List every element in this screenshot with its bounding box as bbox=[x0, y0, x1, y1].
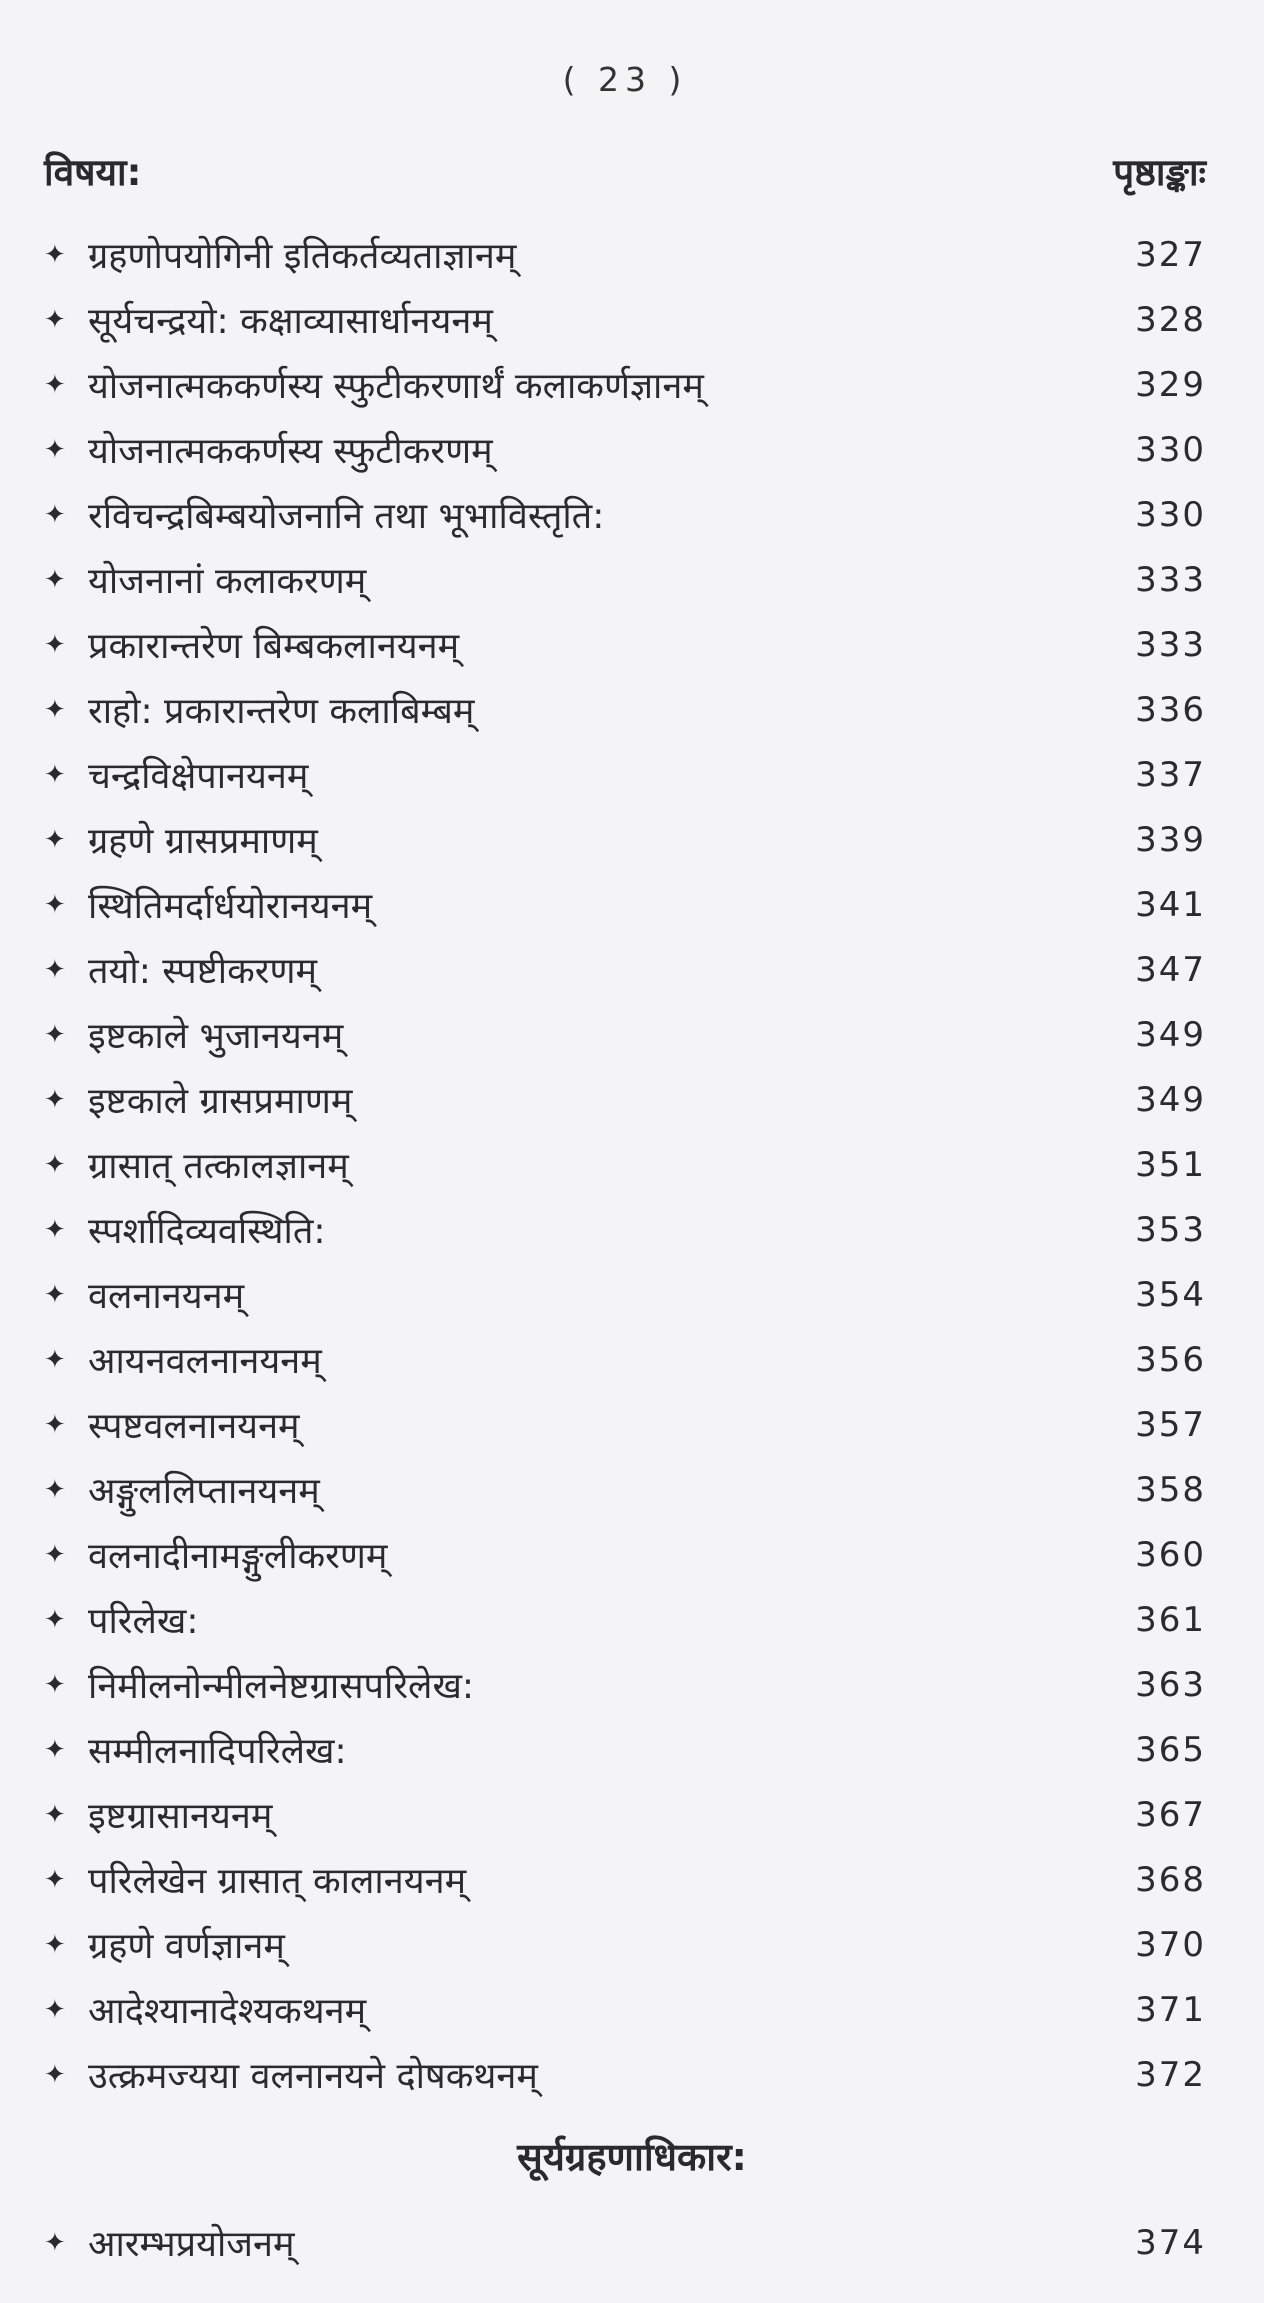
toc-entry-title: वलनादीनामङ्गुलीकरणम् bbox=[88, 1536, 388, 1577]
toc-entry bbox=[44, 1197, 1206, 1262]
toc-entry bbox=[44, 287, 1206, 352]
section-contents-list bbox=[44, 2210, 1206, 2275]
toc-entry bbox=[44, 1457, 1206, 1522]
four-pointed-star-icon: ✦ bbox=[44, 2227, 66, 2258]
toc-entry bbox=[44, 547, 1206, 612]
toc-entry-title: चन्द्रविक्षेपानयनम् bbox=[88, 756, 309, 797]
toc-entry-page: 349 bbox=[1135, 1079, 1206, 1120]
toc-entry bbox=[44, 742, 1206, 807]
toc-entry-title: वलनानयनम् bbox=[88, 1276, 245, 1317]
four-pointed-star-icon: ✦ bbox=[44, 1214, 66, 1245]
toc-entry-page: 353 bbox=[1135, 1209, 1206, 1250]
toc-entry-page: 363 bbox=[1135, 1664, 1206, 1705]
toc-entry-title: उत्क्रमज्यया वलनानयने दोषकथनम् bbox=[88, 2056, 538, 2097]
four-pointed-star-icon: ✦ bbox=[44, 629, 66, 660]
toc-entry bbox=[44, 807, 1206, 872]
four-pointed-star-icon: ✦ bbox=[44, 1799, 66, 1830]
page-numbers-column-heading: पृष्ठाङ्काः bbox=[1113, 151, 1206, 194]
toc-entry-title: आदेश्यानादेश्यकथनम् bbox=[88, 1991, 367, 2032]
toc-entry bbox=[44, 352, 1206, 417]
toc-entry-title: स्थितिमर्दार्धयोरानयनम् bbox=[88, 886, 373, 927]
toc-entry-title: योजनात्मककर्णस्य स्फुटीकरणार्थं कलाकर्णज्ञानम् bbox=[88, 366, 704, 407]
toc-entry-page: 329 bbox=[1135, 364, 1206, 405]
toc-entry-title: इष्टकाले भुजानयनम् bbox=[88, 1016, 344, 1057]
toc-entry-title: ग्रहणे ग्रासप्रमाणम् bbox=[88, 821, 318, 862]
four-pointed-star-icon: ✦ bbox=[44, 759, 66, 790]
toc-entry bbox=[44, 1977, 1206, 2042]
toc-entry bbox=[44, 1392, 1206, 1457]
toc-entry-page: 357 bbox=[1135, 1404, 1206, 1445]
four-pointed-star-icon: ✦ bbox=[44, 2059, 66, 2090]
four-pointed-star-icon: ✦ bbox=[44, 824, 66, 855]
toc-entry bbox=[44, 1067, 1206, 1132]
toc-entry-page: 354 bbox=[1135, 1274, 1206, 1315]
toc-entry bbox=[44, 2042, 1206, 2107]
four-pointed-star-icon: ✦ bbox=[44, 1019, 66, 1050]
toc-entry bbox=[44, 1652, 1206, 1717]
toc-entry-title: परिलेख: bbox=[88, 1601, 199, 1642]
four-pointed-star-icon: ✦ bbox=[44, 1084, 66, 1115]
toc-entry-page: 336 bbox=[1135, 689, 1206, 730]
four-pointed-star-icon: ✦ bbox=[44, 1539, 66, 1570]
toc-entry-title: परिलेखेन ग्रासात् कालानयनम् bbox=[88, 1861, 467, 1902]
toc-entry-title: निमीलनोन्मीलनेष्टग्रासपरिलेख: bbox=[88, 1666, 475, 1707]
toc-entry-page: 368 bbox=[1135, 1859, 1206, 1900]
toc-entry-title: आयनवलनानयनम् bbox=[88, 1341, 322, 1382]
toc-entry-page: 361 bbox=[1135, 1599, 1206, 1640]
toc-entry-page: 347 bbox=[1135, 949, 1206, 990]
toc-entry bbox=[44, 1522, 1206, 1587]
toc-entry bbox=[44, 1327, 1206, 1392]
toc-entry bbox=[44, 482, 1206, 547]
toc-entry-page: 356 bbox=[1135, 1339, 1206, 1380]
toc-entry-title: सम्मीलनादिपरिलेख: bbox=[88, 1731, 347, 1772]
four-pointed-star-icon: ✦ bbox=[44, 1864, 66, 1895]
toc-entry bbox=[44, 2210, 1206, 2275]
toc-entry bbox=[44, 1132, 1206, 1197]
toc-entry bbox=[44, 937, 1206, 1002]
toc-entry-title: ग्रहणोपयोगिनी इतिकर्तव्यताज्ञानम् bbox=[88, 236, 517, 277]
toc-entry-title: रविचन्द्रबिम्बयोजनानि तथा भूभाविस्तृति: bbox=[88, 496, 605, 537]
table-of-contents-list bbox=[44, 222, 1206, 2107]
toc-entry bbox=[44, 872, 1206, 937]
toc-entry-page: 349 bbox=[1135, 1014, 1206, 1055]
toc-entry-page: 358 bbox=[1135, 1469, 1206, 1510]
toc-entry bbox=[44, 222, 1206, 287]
toc-entry-title: स्पष्टवलनानयनम् bbox=[88, 1406, 300, 1447]
four-pointed-star-icon: ✦ bbox=[44, 1344, 66, 1375]
toc-entry-title: इष्टग्रासानयनम् bbox=[88, 1796, 273, 1837]
four-pointed-star-icon: ✦ bbox=[44, 1604, 66, 1635]
toc-entry-page: 360 bbox=[1135, 1534, 1206, 1575]
toc-entry bbox=[44, 417, 1206, 482]
toc-entry-title: प्रकारान्तरेण बिम्बकलानयनम् bbox=[88, 626, 460, 667]
toc-entry-page: 370 bbox=[1135, 1924, 1206, 1965]
four-pointed-star-icon: ✦ bbox=[44, 1669, 66, 1700]
toc-entry-title: योजनानां कलाकरणम् bbox=[88, 561, 367, 602]
toc-entry-title: अङ्गुललिप्तानयनम् bbox=[88, 1471, 320, 1512]
toc-entry-page: 367 bbox=[1135, 1794, 1206, 1835]
four-pointed-star-icon: ✦ bbox=[44, 304, 66, 335]
four-pointed-star-icon: ✦ bbox=[44, 369, 66, 400]
toc-entry-title: ग्रासात् तत्कालज्ञानम् bbox=[88, 1146, 349, 1187]
four-pointed-star-icon: ✦ bbox=[44, 694, 66, 725]
toc-entry bbox=[44, 1847, 1206, 1912]
toc-entry bbox=[44, 677, 1206, 742]
toc-entry-page: 333 bbox=[1135, 624, 1206, 665]
subjects-column-heading: विषया: bbox=[44, 151, 142, 194]
four-pointed-star-icon: ✦ bbox=[44, 1474, 66, 1505]
toc-entry-title: तयो: स्पष्टीकरणम् bbox=[88, 951, 318, 992]
toc-entry bbox=[44, 1912, 1206, 1977]
four-pointed-star-icon: ✦ bbox=[44, 499, 66, 530]
four-pointed-star-icon: ✦ bbox=[44, 1929, 66, 1960]
toc-entry-page: 327 bbox=[1135, 234, 1206, 275]
toc-entry-title: आरम्भप्रयोजनम् bbox=[88, 2224, 295, 2265]
toc-entry-page: 372 bbox=[1135, 2054, 1206, 2095]
toc-entry-page: 339 bbox=[1135, 819, 1206, 860]
toc-entry-title: सूर्यचन्द्रयो: कक्षाव्यासार्धानयनम् bbox=[88, 301, 493, 342]
toc-entry bbox=[44, 1587, 1206, 1652]
four-pointed-star-icon: ✦ bbox=[44, 564, 66, 595]
toc-entry-page: 328 bbox=[1135, 299, 1206, 340]
four-pointed-star-icon: ✦ bbox=[44, 239, 66, 270]
toc-entry bbox=[44, 1782, 1206, 1847]
four-pointed-star-icon: ✦ bbox=[44, 954, 66, 985]
toc-entry bbox=[44, 1717, 1206, 1782]
toc-entry-title: इष्टकाले ग्रासप्रमाणम् bbox=[88, 1081, 353, 1122]
four-pointed-star-icon: ✦ bbox=[44, 1409, 66, 1440]
toc-entry bbox=[44, 1262, 1206, 1327]
toc-entry-title: योजनात्मककर्णस्य स्फुटीकरणम् bbox=[88, 431, 493, 472]
toc-entry-page: 351 bbox=[1135, 1144, 1206, 1185]
toc-entry-page: 371 bbox=[1135, 1989, 1206, 2030]
toc-entry-page: 374 bbox=[1135, 2222, 1206, 2263]
toc-entry bbox=[44, 612, 1206, 677]
four-pointed-star-icon: ✦ bbox=[44, 1279, 66, 1310]
section-heading: सूर्यग्रहणाधिकार: bbox=[517, 2135, 747, 2179]
toc-entry-title: राहो: प्रकारान्तरेण कलाबिम्बम् bbox=[88, 691, 475, 732]
four-pointed-star-icon: ✦ bbox=[44, 1149, 66, 1180]
four-pointed-star-icon: ✦ bbox=[44, 1734, 66, 1765]
toc-entry-page: 365 bbox=[1135, 1729, 1206, 1770]
toc-entry-title: स्पर्शादिव्यवस्थिति: bbox=[88, 1211, 326, 1252]
toc-entry-page: 330 bbox=[1135, 494, 1206, 535]
four-pointed-star-icon: ✦ bbox=[44, 434, 66, 465]
four-pointed-star-icon: ✦ bbox=[44, 889, 66, 920]
toc-entry-page: 333 bbox=[1135, 559, 1206, 600]
toc-entry bbox=[44, 1002, 1206, 1067]
toc-entry-page: 337 bbox=[1135, 754, 1206, 795]
toc-entry-title: ग्रहणे वर्णज्ञानम् bbox=[88, 1926, 285, 1967]
toc-entry-page: 341 bbox=[1135, 884, 1206, 925]
four-pointed-star-icon: ✦ bbox=[44, 1994, 66, 2025]
toc-entry-page: 330 bbox=[1135, 429, 1206, 470]
page-number: ( 23 ) bbox=[562, 60, 688, 99]
